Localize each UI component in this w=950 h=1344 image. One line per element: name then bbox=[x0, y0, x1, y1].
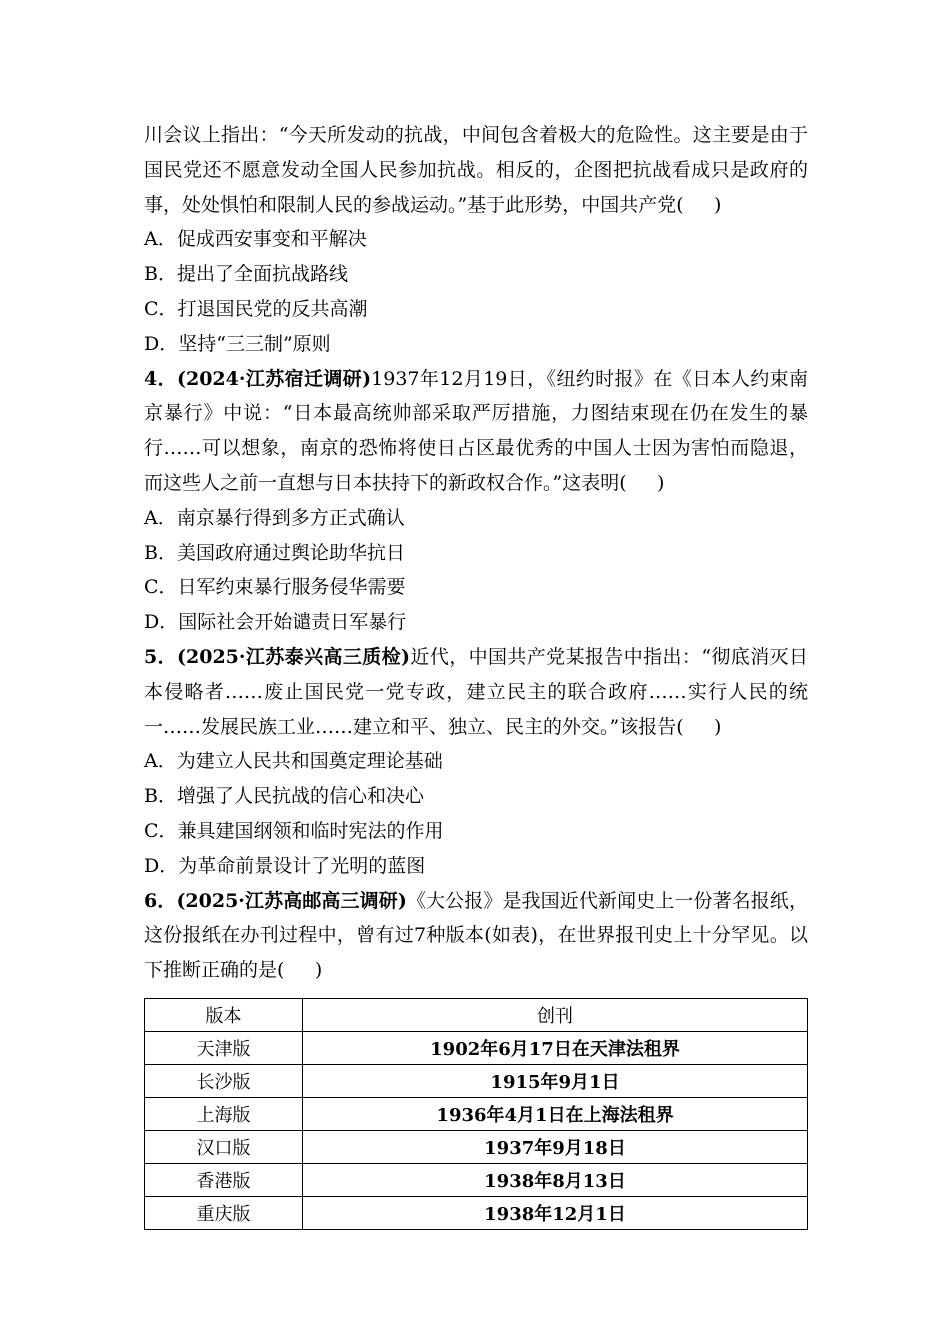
q3-option-c: C．打退国民党的反共高潮 bbox=[144, 297, 368, 320]
q4-option-d: D．国际社会开始谴责日军暴行 bbox=[144, 611, 407, 634]
header-edition: 版本 bbox=[145, 998, 303, 1031]
edition-cell: 天津版 bbox=[145, 1031, 303, 1064]
q4-option-b: B．美国政府通过舆论助华抗日 bbox=[144, 541, 405, 564]
question-source: (2024·江苏宿迁调研) bbox=[176, 367, 372, 390]
q6-stem: 6．(2025·江苏高邮高三调研)《大公报》是我国近代新闻史上一份著名报纸，这份报纸在办刊过程中，曾有过7种版本(如表)，在世界报刊史上十分罕见。以下推断正确的是( ) bbox=[144, 889, 808, 982]
edition-cell: 长沙版 bbox=[145, 1064, 303, 1097]
q4-option-c: C．日军约束暴行服务侵华需要 bbox=[144, 576, 406, 599]
header-founded: 创刊 bbox=[303, 998, 808, 1031]
table-row bbox=[145, 1130, 808, 1163]
founded-cell: 1902年6月17日在天津法租界 bbox=[303, 1031, 808, 1064]
q5-option-d: D．为革命前景设计了光明的蓝图 bbox=[144, 854, 426, 877]
founded-cell: 1937年9月18日 bbox=[303, 1130, 808, 1163]
founded-cell: 1938年12月1日 bbox=[303, 1196, 808, 1229]
edition-cell: 重庆版 bbox=[145, 1196, 303, 1229]
edition-cell: 汉口版 bbox=[145, 1130, 303, 1163]
question-number: 6． bbox=[144, 889, 177, 912]
q5-option-a: A．为建立人民共和国奠定理论基础 bbox=[144, 750, 443, 773]
q3-option-b: B．提出了全面抗战路线 bbox=[144, 263, 348, 286]
q5-option-c: C．兼具建国纲领和临时宪法的作用 bbox=[144, 819, 444, 842]
question-number: 4． bbox=[144, 367, 177, 390]
table-row bbox=[145, 1196, 808, 1229]
founded-cell: 1938年8月13日 bbox=[303, 1163, 808, 1196]
founded-cell: 1915年9月1日 bbox=[303, 1064, 808, 1097]
founded-cell: 1936年4月1日在上海法租界 bbox=[303, 1097, 808, 1130]
q3-stem: 川会议上指出：“今天所发动的抗战，中间包含着极大的危险性。这主要是由于国民党还不愿意发动全国人民参加抗战。相反的，企图把抗战看成只是政府的事，处处惧怕和限制人民的参战运动。”基于此形势，中国共产党( ) bbox=[144, 124, 808, 216]
q4-option-a: A．南京暴行得到多方正式确认 bbox=[144, 506, 405, 529]
question-number: 5． bbox=[144, 645, 178, 668]
q4-stem: 4．(2024·江苏宿迁调研)1937年12月19日，《纽约时报》在《日本人约束南京暴行》中说：“日本最高统帅部采取严厉措施，力图结束现在仍在发生的暴行……可以想象，南京的恐怖将使日占区最优秀的中国人士因为害怕而隐退，而这些人之前一直想与日本扶持下的新政权合作。”这表明( ) bbox=[144, 367, 808, 494]
q5-option-b: B．增强了人民抗战的信心和决心 bbox=[144, 785, 424, 808]
table-row bbox=[145, 1163, 808, 1196]
table-row bbox=[145, 1097, 808, 1130]
edition-cell: 香港版 bbox=[145, 1163, 303, 1196]
table-header-row bbox=[145, 998, 808, 1031]
q3-option-a: A．促成西安事变和平解决 bbox=[144, 228, 367, 251]
question-source: (2025·江苏高邮高三调研) bbox=[176, 889, 407, 912]
question-source: (2025·江苏泰兴高三质检) bbox=[177, 645, 411, 668]
page-content bbox=[144, 118, 808, 1230]
edition-cell: 上海版 bbox=[145, 1097, 303, 1130]
table-row bbox=[145, 1031, 808, 1064]
edition-table bbox=[144, 998, 808, 1230]
q5-stem: 5．(2025·江苏泰兴高三质检)近代，中国共产党某报告中指出：“彻底消灭日本侵略者……废止国民党一党专政，建立民主的联合政府……实行人民的统一……发展民族工业……建立和平、独立、民主的外交。”该报告( ) bbox=[144, 645, 808, 738]
table-row bbox=[145, 1064, 808, 1097]
q3-option-d: D．坚持“三三制”原则 bbox=[144, 332, 331, 355]
